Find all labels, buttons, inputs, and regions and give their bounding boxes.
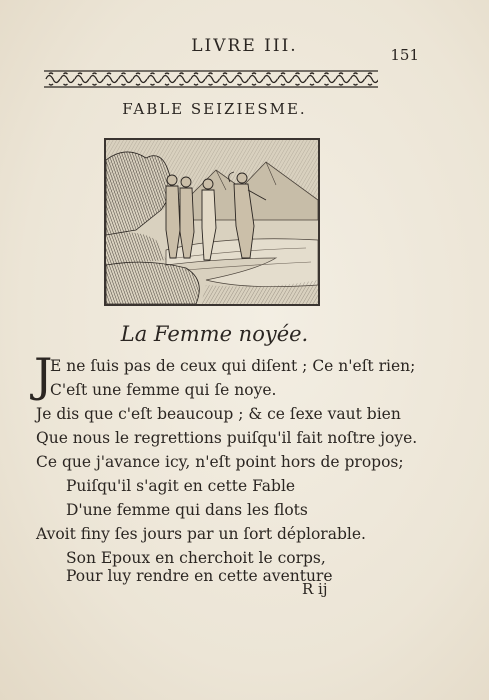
verse-line-1: E ne ſuis pas de ceux qui diſent ; Ce n'eſt rien; bbox=[50, 357, 416, 375]
signature-mark: R ij bbox=[302, 580, 328, 598]
running-head: LIVRE III. bbox=[191, 36, 298, 56]
verse-line-8: Avoit finy ſes jours par un ſort déplorable. bbox=[36, 525, 366, 543]
drop-cap: J bbox=[34, 348, 53, 402]
page-number: 151 bbox=[390, 46, 419, 64]
verse-line-9: Son Epoux en cherchoit le corps, bbox=[66, 549, 326, 567]
verse-line-4: Que nous le regrettions puiſqu'il fait noſtre joye. bbox=[36, 429, 418, 447]
verse-line-2: C'eſt une femme qui ſe noye. bbox=[50, 381, 277, 399]
verse-line-7: D'une femme qui dans les flots bbox=[66, 501, 308, 519]
fable-number: FABLE SEIZIESME. bbox=[122, 100, 307, 118]
engraving-illustration bbox=[104, 138, 320, 306]
fable-title: La Femme noyée. bbox=[120, 322, 309, 346]
verse-line-5: Ce que j'avance icy, n'eſt point hors de propos; bbox=[36, 453, 404, 471]
ornamental-band-icon bbox=[44, 70, 378, 88]
verse-line-10: Pour luy rendre en cette aventure bbox=[66, 567, 333, 585]
verse-line-6: Puiſqu'il s'agit en cette Fable bbox=[66, 477, 296, 495]
verse-line-3: Je dis que c'eſt beaucoup ; & ce ſexe vaut bien bbox=[36, 405, 401, 423]
